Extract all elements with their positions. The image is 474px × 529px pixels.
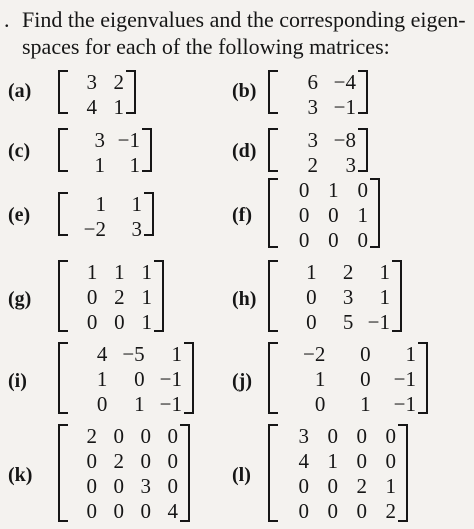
matrix-entry: 0 [314, 392, 326, 416]
matrix-entry: 0 [167, 449, 178, 473]
matrix-entry: 1 [131, 192, 142, 216]
matrix-entry: 0 [86, 285, 98, 309]
right-bracket [184, 342, 194, 414]
right-bracket [142, 128, 152, 172]
matrix-row [70, 260, 152, 285]
matrix-entry: 5 [342, 310, 354, 334]
matrix-row [280, 228, 368, 253]
left-bracket [58, 128, 68, 172]
left-bracket [58, 424, 68, 522]
matrix-entries [280, 342, 416, 417]
problem-number: . [4, 7, 10, 32]
matrix-entry: −2 [302, 342, 326, 366]
matrix-entry: 0 [356, 449, 367, 473]
matrix-entries [280, 70, 356, 120]
matrix-entries [70, 70, 124, 120]
matrix-entry: 0 [357, 228, 368, 252]
matrix-entry: 1 [379, 285, 390, 309]
matrix-row [280, 203, 368, 228]
matrix-entry: 2 [385, 499, 396, 523]
matrix-entries [70, 342, 182, 417]
matrix [58, 260, 164, 332]
part-label: (c) [8, 140, 31, 162]
matrix-entry: 0 [140, 499, 151, 523]
matrix-entry: 0 [167, 474, 178, 498]
right-bracket [126, 70, 136, 114]
matrix-row [280, 449, 396, 474]
matrix-entry: 0 [86, 474, 97, 498]
matrix-entry: 1 [95, 192, 106, 216]
matrix-entry: 1 [96, 367, 108, 391]
matrix-entry: 2 [86, 424, 97, 448]
matrix-entry: 0 [327, 474, 338, 498]
matrix-entry: 1 [405, 342, 416, 366]
matrix-entry: 1 [327, 449, 338, 473]
left-bracket [268, 128, 278, 172]
matrix-entry: 0 [298, 228, 310, 252]
matrix-entry: −8 [333, 128, 356, 152]
matrix-row [70, 392, 182, 417]
matrix-row [280, 392, 416, 417]
right-bracket [358, 128, 368, 172]
matrix-entries [70, 128, 140, 178]
right-bracket [418, 342, 428, 414]
matrix-entry: 0 [167, 424, 178, 448]
matrix-entry: 6 [307, 70, 318, 94]
matrix-entry: 0 [356, 499, 367, 523]
matrix-entry: 0 [357, 178, 368, 202]
matrix [268, 260, 402, 332]
matrix-entry: −1 [117, 128, 140, 152]
part-label: (j) [232, 370, 252, 392]
part-label: (g) [8, 288, 32, 310]
right-bracket [398, 424, 408, 522]
matrix-entry: −1 [159, 367, 182, 391]
left-bracket [268, 178, 278, 248]
left-bracket [58, 260, 68, 332]
matrix-row [280, 128, 356, 153]
matrix-entry: 3 [94, 128, 105, 152]
matrix [268, 128, 368, 177]
matrix-entry: 0 [140, 449, 151, 473]
matrix-entry: 0 [328, 203, 339, 227]
matrix [268, 178, 380, 252]
matrix-entry: 0 [113, 474, 124, 498]
matrix-row [280, 310, 390, 335]
right-bracket [370, 178, 380, 248]
matrix-entry: 0 [298, 178, 310, 202]
matrix-entry: 4 [298, 449, 309, 473]
part-label: (l) [232, 464, 251, 486]
matrix-entries [280, 424, 396, 524]
matrix [58, 342, 194, 414]
matrix-entry: 1 [171, 342, 182, 366]
matrix-entry: 2 [342, 260, 354, 284]
left-bracket [268, 260, 278, 332]
matrix [268, 424, 408, 522]
matrix-entry: 3 [298, 424, 309, 448]
part-label: (f) [232, 204, 252, 226]
matrix-row [280, 70, 356, 95]
matrix-entry: 1 [141, 285, 152, 309]
matrix-entry: 0 [328, 228, 339, 252]
matrix-entry: 0 [86, 499, 97, 523]
matrix-entry: −1 [393, 392, 416, 416]
matrix-entry: 1 [86, 260, 98, 284]
matrix-entry: 2 [307, 153, 318, 177]
matrix-entry: −1 [333, 95, 356, 119]
matrix-entry: 4 [96, 342, 108, 366]
right-bracket [392, 260, 402, 332]
problem-text: Find the eigenvalues and the corresponding eigen-spaces for each of the following matrices: [22, 7, 466, 59]
matrix-entries [70, 424, 178, 524]
matrix-entry: 1 [314, 367, 326, 391]
matrix-entry: 3 [307, 95, 318, 119]
matrix-entry: 3 [140, 474, 151, 498]
matrix-entry: 4 [167, 499, 178, 523]
matrix-entry: 0 [298, 474, 309, 498]
matrix [268, 342, 428, 414]
matrix-entry: 0 [306, 310, 317, 334]
matrix-entry: 0 [96, 392, 108, 416]
matrix-entries [70, 260, 152, 335]
part-label: (d) [232, 140, 257, 162]
matrix-entry: 1 [114, 260, 125, 284]
matrix-entry: 1 [141, 260, 152, 284]
matrix-row [70, 153, 140, 178]
matrix-row [70, 70, 124, 95]
matrix-entry: 0 [360, 342, 371, 366]
matrix-entry: 2 [113, 70, 124, 94]
left-bracket [268, 424, 278, 522]
matrix-entry: −2 [83, 217, 106, 241]
part-label: (h) [232, 288, 257, 310]
matrix-entry: 0 [327, 499, 338, 523]
matrix-row [70, 499, 178, 524]
part-label: (a) [8, 80, 32, 102]
matrix-entry: 3 [342, 285, 354, 309]
matrix-entry: 1 [385, 474, 396, 498]
matrix-entries [280, 128, 356, 178]
matrix-entry: −5 [122, 342, 145, 366]
matrix-entry: 0 [298, 203, 310, 227]
matrix-entries [70, 192, 142, 242]
matrix-entry: 0 [356, 424, 367, 448]
matrix-entry: 2 [356, 474, 367, 498]
left-bracket [58, 342, 68, 414]
matrix-entry: 0 [140, 424, 151, 448]
matrix-entry: 0 [114, 310, 125, 334]
matrix-entry: 1 [360, 392, 371, 416]
matrix-row [70, 367, 182, 392]
matrix [268, 70, 368, 119]
matrix-entry: 0 [306, 285, 317, 309]
matrix-entry: 1 [306, 260, 317, 284]
matrix-entries [280, 178, 368, 253]
matrix-entry: 3 [131, 217, 142, 241]
matrix-entry: 3 [86, 70, 97, 94]
matrix-entry: 0 [298, 499, 309, 523]
matrix-row [280, 424, 396, 449]
matrix-row [70, 217, 142, 242]
matrix-entry: 0 [327, 424, 338, 448]
matrix-row [70, 95, 124, 120]
matrix-entry: 1 [141, 310, 152, 334]
matrix-entry: 4 [86, 95, 97, 119]
matrix-row [70, 449, 178, 474]
matrix-entry: 0 [134, 367, 145, 391]
matrix-row [70, 342, 182, 367]
part-label: (i) [8, 370, 27, 392]
matrix-row [70, 424, 178, 449]
right-bracket [358, 70, 368, 114]
matrix-entry: 2 [113, 449, 124, 473]
matrix-entry: 0 [86, 449, 97, 473]
matrix-entry: 0 [385, 449, 396, 473]
left-bracket [268, 342, 278, 414]
matrix-row [280, 178, 368, 203]
matrix [58, 192, 154, 241]
matrix-entry: 1 [94, 153, 105, 177]
right-bracket [154, 260, 164, 332]
matrix-entry: 1 [113, 95, 124, 119]
matrix-row [70, 474, 178, 499]
matrix [58, 70, 136, 119]
part-label: (b) [232, 80, 257, 102]
matrix-row [280, 367, 416, 392]
matrix-entry: 3 [345, 153, 356, 177]
matrix-entry: −4 [333, 70, 356, 94]
matrix-entry: −1 [159, 392, 182, 416]
matrix-entry: 1 [379, 260, 390, 284]
right-bracket [180, 424, 190, 522]
matrix [58, 424, 190, 522]
left-bracket [58, 70, 68, 114]
matrix-entry: 0 [86, 310, 98, 334]
part-label: (e) [8, 204, 31, 226]
matrix-entry: 0 [385, 424, 396, 448]
matrix-entry: 1 [357, 203, 368, 227]
matrix-entry: 3 [307, 128, 318, 152]
matrix-row [280, 474, 396, 499]
matrix-entry: 0 [360, 367, 371, 391]
matrix [58, 128, 152, 177]
matrix-entry: 0 [113, 499, 124, 523]
matrix-entry: −1 [367, 310, 390, 334]
matrix-row [70, 192, 142, 217]
matrix-entry: 1 [134, 392, 145, 416]
right-bracket [144, 192, 154, 236]
matrix-entry: −1 [393, 367, 416, 391]
matrix-entry: 0 [113, 424, 124, 448]
matrix-row [70, 310, 152, 335]
matrix-entry: 2 [114, 285, 125, 309]
matrix-entries [280, 260, 390, 335]
matrix-row [280, 95, 356, 120]
matrix-row [280, 499, 396, 524]
matrix-row [280, 260, 390, 285]
matrix-row [70, 128, 140, 153]
part-label: (k) [8, 464, 33, 486]
matrix-row [280, 285, 390, 310]
left-bracket [268, 70, 278, 114]
matrix-row [280, 342, 416, 367]
matrix-row [280, 153, 356, 178]
matrix-row [70, 285, 152, 310]
matrix-entry: 1 [328, 178, 339, 202]
matrix-entry: 1 [129, 153, 140, 177]
left-bracket [58, 192, 68, 236]
